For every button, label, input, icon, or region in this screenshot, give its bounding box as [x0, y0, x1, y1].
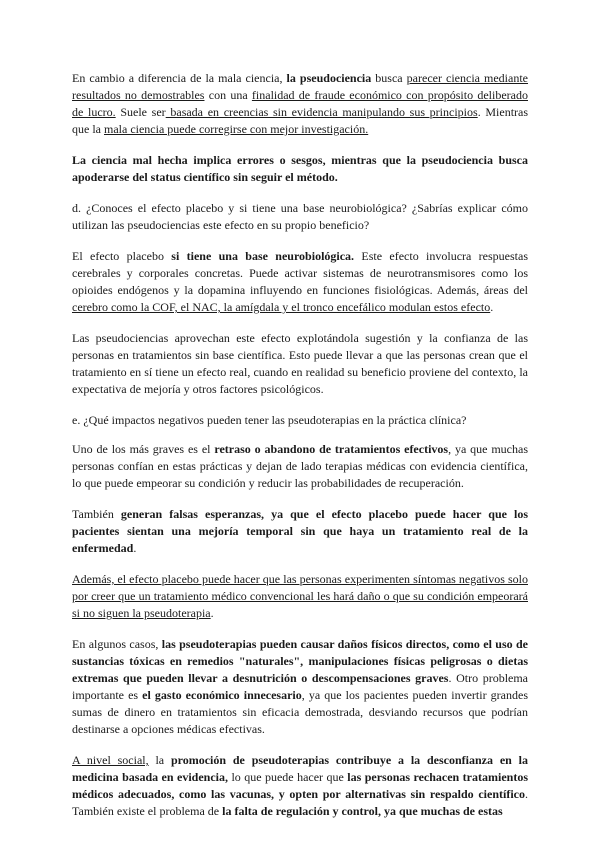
text-segment: A nivel social, [72, 753, 149, 767]
paragraph-ciencia-mal-hecha [72, 152, 528, 186]
text-segment: Además, el efecto placebo puede hacer que las personas experimenten síntomas negativos solo por creer que un tratamiento médico convencional les hará daño o que su condición empeorará si no siguen la pseudoterapia [72, 572, 528, 620]
text-segment: . Otro problema importante es [72, 671, 529, 702]
text-segment: El efecto placebo [72, 249, 172, 263]
text-segment: busca [371, 71, 407, 85]
text-segment: las pseudoterapias pueden causar daños físicos directos, como el uso de sustancias tóxicas en remedios "naturales", manipulaciones físicas peligrosas o dietas extremas que pueden llevar a desnutrición o descompensaciones graves [72, 637, 528, 685]
text-segment: promoción de pseudoterapias contribuye a la desconfianza en la medicina basada en evidencia, [72, 753, 528, 784]
text-segment: , ya que muchas personas confían en estas prácticas y dejan de lado terapias médicas con evidencia científica, lo que puede empeorar su condición y reducir las probabilidades de recuperación. [72, 442, 528, 490]
paragraph-nivel-social [72, 752, 528, 820]
text-segment: , ya que los pacientes pueden invertir grandes sumas de dinero en tratamientos sin eficacia demostrada, desviando recursos que podrían destinarse a opciones médicas efectivas. [72, 688, 528, 736]
text-segment: d. ¿Conoces el efecto placebo y si tiene una base neurobiológica? ¿Sabrías explicar cómo utilizan las pseudociencias este efecto en su propio beneficio? [72, 201, 528, 232]
text-segment: las personas rechacen tratamientos médicos adecuados, como las vacunas, y opten por alternativas sin respaldo científico [72, 770, 528, 801]
text-segment: Suele ser [115, 105, 166, 119]
question-e [72, 412, 528, 429]
text-segment: parecer ciencia mediante resultados no demostrables [72, 71, 529, 102]
text-segment: mala ciencia puede corregirse con mejor investigación. [104, 122, 369, 136]
text-segment: basada en creencias sin evidencia manipulando sus principios [165, 105, 478, 119]
text-segment: Las pseudociencias aprovechan este efecto explotándola sugestión y la confianza de las personas en tratamientos sin base científica. Esto puede llevar a que las personas crean que el tratamiento en sí tiene un efecto real, cuando en realidad su beneficio proviene del contexto, la expectativa de mejoría y otros factores psicológicos. [72, 331, 528, 396]
text-segment: Uno de los más graves es el [72, 442, 215, 456]
paragraph-pseudociencias-aprovechan [72, 330, 528, 398]
text-segment: generan falsas esperanzas, ya que el efecto placebo puede hacer que los pacientes sientan una mejoría temporal sin que haya un tratamiento real de la enfermedad [72, 507, 529, 555]
text-segment: . Mientras que la [72, 105, 529, 136]
text-segment: si tiene una base neurobiológica. [171, 249, 355, 263]
text-segment: . [133, 541, 137, 555]
paragraph-efecto-nocebo [72, 571, 528, 622]
text-segment: con una [204, 88, 252, 102]
text-segment: En algunos casos, [72, 637, 162, 651]
text-segment: . [490, 300, 494, 314]
text-segment: . [210, 606, 214, 620]
paragraph-efecto-placebo [72, 248, 528, 316]
paragraph-pseudociencia-definition [72, 70, 528, 138]
paragraph-retraso-tratamientos [72, 441, 528, 492]
text-segment: e. ¿Qué impactos negativos pueden tener las pseudoterapias en la práctica clínica? [72, 413, 467, 427]
paragraph-danos-fisicos [72, 636, 528, 738]
text-segment: En cambio a diferencia de la mala ciencia, [72, 71, 287, 85]
text-segment: la falta de regulación y control, ya que muchas de estas [222, 804, 503, 818]
text-segment: el gasto económico innecesario [142, 688, 302, 702]
text-segment: la [148, 753, 171, 767]
text-segment: lo que puede hacer que [228, 770, 348, 784]
text-segment: Este efecto involucra respuestas cerebrales y corporales concretas. Puede activar sistemas de neurotransmisores como los opioides endógenos y la dopamina influyendo en funciones fisiológicas. Además, áreas del [72, 249, 528, 297]
text-segment: la pseudociencia [286, 71, 372, 85]
question-d [72, 200, 528, 234]
paragraph-falsas-esperanzas [72, 506, 528, 557]
text-segment: También [72, 507, 121, 521]
text-segment: finalidad de fraude económico con propósito deliberado de lucro. [72, 88, 528, 119]
text-segment: La ciencia mal hecha implica errores o sesgos, mientras que la pseudociencia busca apoderarse del status científico sin seguir el método. [72, 153, 528, 184]
text-segment: retraso o abandono de tratamientos efectivos [214, 442, 449, 456]
text-segment: cerebro como la COF, el NAC, la amígdala y el tronco encefálico modulan estos efecto [72, 300, 491, 314]
text-segment: . También existe el problema de [72, 787, 528, 818]
